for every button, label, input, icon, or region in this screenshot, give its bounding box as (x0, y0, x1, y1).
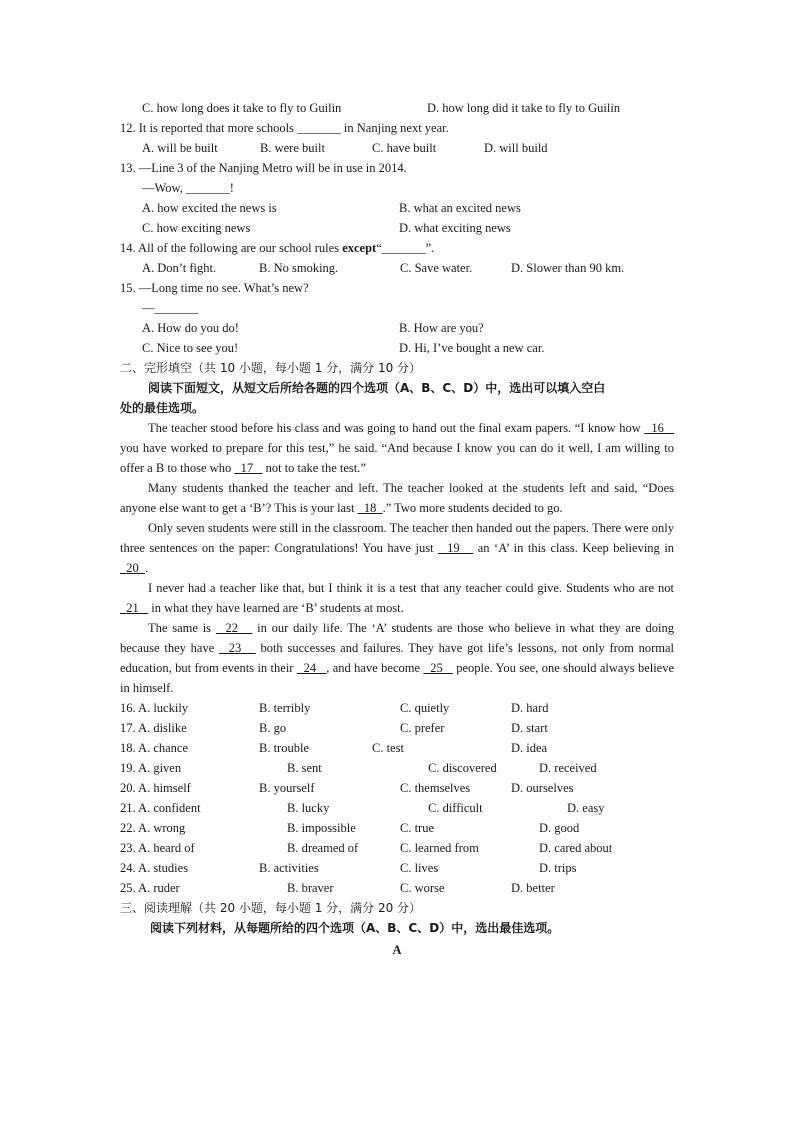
q13-option-d: D. what exciting news (399, 221, 511, 235)
q11-option-c: C. how long does it take to fly to Guilin (142, 101, 342, 115)
passage-paragraph-4: I never had a teacher like that, but I think it is a test that any teacher could give. Students who are not 21 in what they have learned are ‘B’ students at most. (120, 578, 674, 618)
section2-instruction-2: 处的最佳选项。 (120, 401, 205, 415)
q11-option-d: D. how long did it take to fly to Guilin (427, 101, 621, 115)
q15-option-a: A. How do you do! (142, 321, 239, 335)
blank-17: 17 (240, 461, 254, 475)
section3-heading: 三、阅读理解（共 20 小题，每小题 1 分，满分 20 分） (120, 901, 422, 915)
passage-paragraph-1: The teacher stood before his class and was going to hand out the final exam papers. “I know how 16 you have worked to prepare for this test,” he said. “And because I know you can do it well, I am willing to offer a B to those who 17 not to take the test.” (120, 421, 674, 475)
q15-option-c: C. Nice to see you! (142, 341, 239, 355)
q15-stem: 15. —Long time no see. What’s new? (120, 281, 309, 295)
part-a-label: A (392, 943, 402, 957)
blank-25: 25 (430, 661, 443, 675)
q15-option-b: B. How are you? (399, 321, 484, 335)
q14-except-word: except (342, 241, 377, 255)
q14-option-c: C. Save water. (400, 261, 473, 275)
q12-option-c: C. have built (372, 141, 437, 155)
blank-18: 18 (363, 501, 377, 515)
q12-option-a: A. will be built (142, 141, 218, 155)
blank-16: 16 (651, 421, 664, 435)
section2-heading: 二、完形填空（共 10 小题，每小题 1 分，满分 10 分） (120, 361, 422, 375)
q12-stem: 12. It is reported that more schools _______ in Nanjing next year. (120, 121, 449, 135)
blank-24: 24 (303, 661, 317, 675)
q13-reply: —Wow, _______! (142, 181, 234, 195)
q14-option-a: A. Don’t fight. (142, 261, 217, 275)
blank-22: 22 (225, 621, 238, 635)
q15-option-d: D. Hi, I’ve bought a new car. (399, 341, 545, 355)
q13-stem: 13. —Line 3 of the Nanjing Metro will be in use in 2014. (120, 161, 407, 175)
passage-paragraph-2: Many students thanked the teacher and left. The teacher looked at the students left and said, “Does anyone else want to get a ‘B’? This is your last 18 .” Two more students decided to go. (120, 481, 674, 515)
q12-option-d: D. will build (484, 141, 548, 155)
q13-option-a: A. how excited the news is (142, 201, 277, 215)
q13-option-c: C. how exciting news (142, 221, 251, 235)
q14-option-b: B. No smoking. (259, 261, 339, 275)
passage-paragraph-5: The same is 22 in our daily life. The ‘A’ students are those who believe in what they are doing because they have 23 both successes and failures. They have got life’s lessons, not only from normal education, but from events in their 24 , and have become 25 people. You see, one should always believe in himself. (120, 621, 675, 695)
blank-23: 23 (228, 641, 242, 655)
q12-option-b: B. were built (260, 141, 325, 155)
passage-paragraph-3: Only seven students were still in the classroom. The teacher then handed out the papers. There were only three sentences on the paper: Congratulations! You have just 19 an ‘A’ in this class. Keep believing in 20 . (120, 521, 675, 575)
q14-stem: 14. All of the following are our school rules except“_______”. (120, 241, 435, 255)
q13-option-b: B. what an excited news (399, 201, 521, 215)
q14-option-d: D. Slower than 90 km. (511, 261, 625, 275)
section2-instruction-1: 阅读下面短文，从短文后所给各题的四个选项（A、B、C、D）中，选出可以填入空白 (148, 381, 606, 395)
section3-instruction: 阅读下列材料，从每题所给的四个选项（A、B、C、D）中，选出最佳选项。 (150, 921, 560, 935)
blank-19: 19 (447, 541, 460, 555)
blank-20: 20 (126, 561, 139, 575)
q15-reply: —_______ (142, 301, 199, 315)
blank-21: 21 (126, 601, 139, 615)
